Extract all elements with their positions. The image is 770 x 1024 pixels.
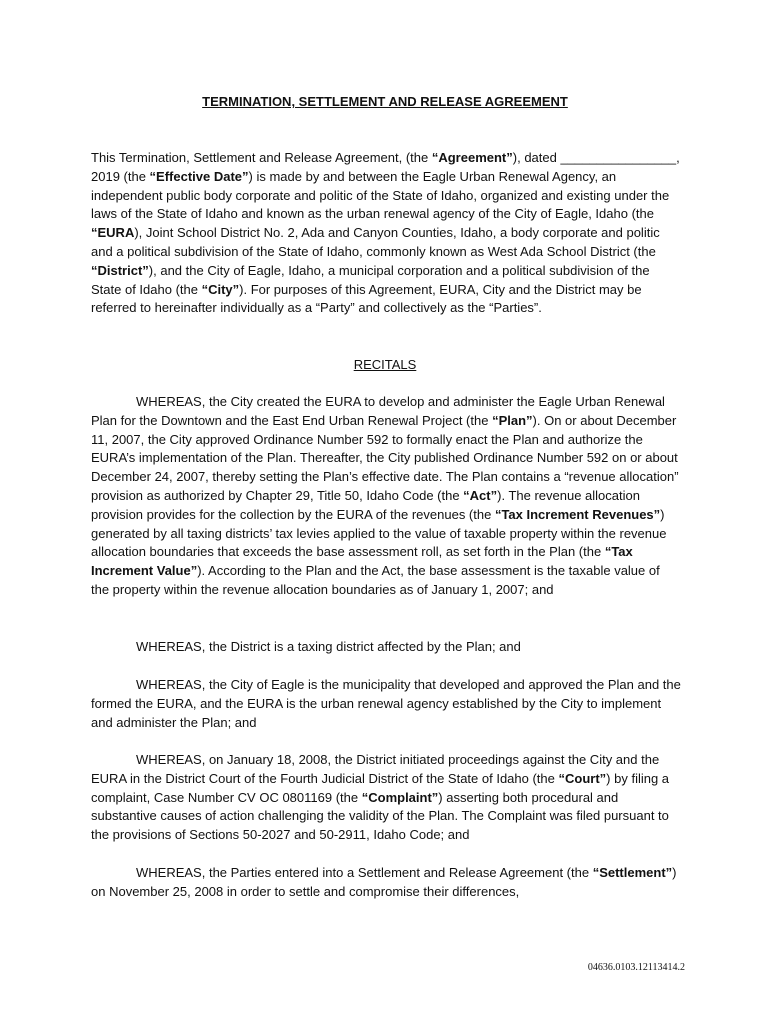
recital-paragraph: WHEREAS, the District is a taxing district affected by the Plan; and	[136, 639, 521, 654]
recitals-heading: RECITALS	[353, 357, 417, 372]
document-footer-id: 04636.0103.12113414.2	[587, 962, 685, 973]
recital-paragraph: WHEREAS, the Parties entered into a Settlement and Release Agreement (the “Settlement”) on November 25, 2008 in order to settle and compromise their differences,	[91, 865, 677, 899]
document-title: TERMINATION, SETTLEMENT AND RELEASE AGREEMENT	[202, 94, 568, 109]
recital-paragraph: WHEREAS, on January 18, 2008, the District initiated proceedings against the City and the EURA in the District Court of the Fourth Judicial District of the State of Idaho (the “Court”) by filing a complaint, Case Number CV OC 0801169 (the “Complaint”) asserting both procedural and substantive causes of action challenging the validity of the Plan. The Complaint was filed pursuant to the provisions of Sections 50-2027 and 50-2911, Idaho Code; and	[91, 752, 670, 843]
intro-paragraph: This Termination, Settlement and Release Agreement, (the “Agreement”), dated ________________, 2019 (the “Effective Date”) is made by and between the Eagle Urban Renewal Agency, an independent public body corporate and politic of the State of Idaho, organized and existing under the laws of the State of Idaho and known as the urban renewal agency of the City of Eagle, Idaho (the “EURA), Joint School District No. 2, Ada and Canyon Counties, Idaho, a body corporate and politic and a political subdivision of the State of Idaho, commonly known as West Ada School District (the “District”), and the City of Eagle, Idaho, a municipal corporation and a political subdivision of the State of Idaho (the “City”). For purposes of this Agreement, EURA, City and the District may be referred to hereinafter individually as a “Party” and collectively as the “Parties”.	[91, 150, 680, 316]
recital-paragraph: WHEREAS, the City created the EURA to develop and administer the Eagle Urban Renewal Plan for the Downtown and the East End Urban Renewal Project (the “Plan”). On or about December 11, 2007, the City approved Ordinance Number 592 to formally enact the Plan and authorize the EURA’s implementation of the Plan. Thereafter, the City published Ordinance Number 592 on or about December 24, 2007, thereby setting the Plan’s effective date. The Plan contains a “revenue allocation” provision as authorized by Chapter 29, Title 50, Idaho Code (the “Act”). The revenue allocation provision provides for the collection by the EURA of the revenues (the “Tax Increment Revenues”) generated by all taxing districts’ tax levies applied to the value of taxable property within the revenue allocation boundaries that exceeds the base assessment roll, as set forth in the Plan (the “Tax Increment Value”). According to the Plan and the Act, the base assessment is the taxable value of the property within the revenue allocation boundaries as of January 1, 2007; and	[91, 394, 679, 597]
recital-paragraph: WHEREAS, the City of Eagle is the municipality that developed and approved the Plan and the formed the EURA, and the EURA is the urban renewal agency established by the City to implement and administer the Plan; and	[91, 677, 681, 730]
